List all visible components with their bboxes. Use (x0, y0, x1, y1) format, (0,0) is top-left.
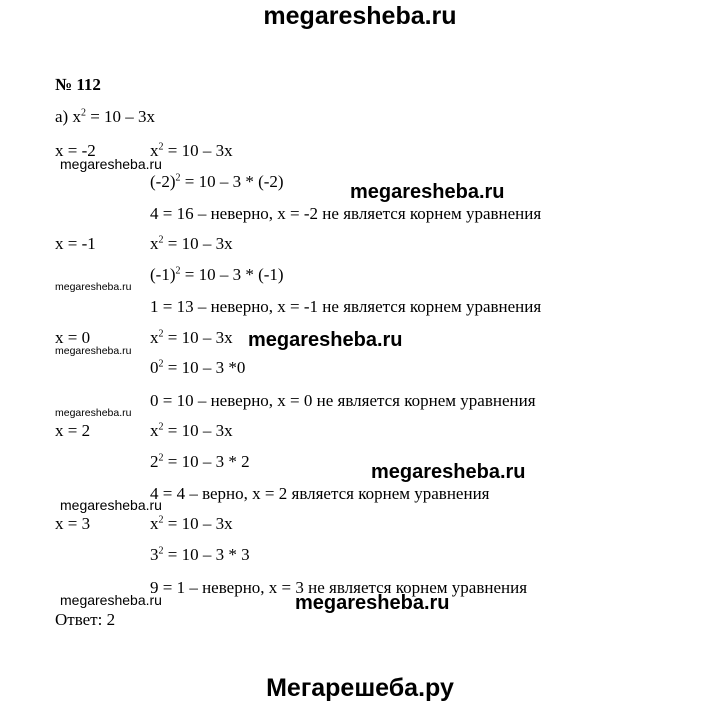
site-footer: Мегарешеба.ру (266, 674, 454, 702)
check-equation: $x^2 = 10 - 3x$ (150, 421, 233, 440)
check-result: 4 = 4 – верно, x = 2 является корнем уравнения (150, 484, 490, 503)
check-substitution: $(-2)^2 = 10 - 3 * (-2)$ (150, 172, 284, 191)
site-header: megaresheba.ru (263, 2, 457, 30)
equation-lhs: $x^2$ (72, 107, 86, 126)
part-label: а) (55, 107, 69, 126)
watermark: megaresheba.ru (371, 461, 526, 483)
watermark: megaresheba.ru (248, 329, 403, 351)
check-substitution: $(-1)^2 = 10 - 3 * (-1)$ (150, 265, 284, 284)
watermark: megaresheba.ru (55, 407, 132, 419)
check-xval: x = -2 (55, 141, 96, 160)
check-result: 1 = 13 – неверно, x = -1 не является корнем уравнения (150, 297, 542, 316)
watermark: megaresheba.ru (295, 592, 450, 614)
check-substitution: $2^2 = 10 - 3 * 2$ (150, 452, 250, 471)
watermark: megaresheba.ru (60, 592, 162, 608)
check-result: 9 = 1 – неверно, x = 3 не является корнем уравнения (150, 578, 528, 597)
task-equation (55, 107, 155, 127)
check-equation: $x^2 = 10 - 3x$ (150, 141, 233, 160)
task-number: № 112 (55, 75, 101, 94)
check-xval: x = 3 (55, 514, 91, 533)
watermark: megaresheba.ru (55, 281, 132, 293)
check-substitution: $3^2 = 10 - 3 * 3$ (150, 545, 250, 564)
answer: Ответ: 2 (55, 610, 116, 629)
check-equation: $x^2 = 10 - 3x$ (150, 328, 233, 347)
watermark: megaresheba.ru (60, 156, 162, 172)
equation-rhs: = 10 – 3x (90, 107, 156, 126)
watermark: megaresheba.ru (350, 181, 505, 203)
check-equation: $x^2 = 10 - 3x$ (150, 234, 233, 253)
watermark: megaresheba.ru (55, 345, 132, 357)
check-result: 4 = 16 – неверно, x = -2 не является корнем уравнения (150, 204, 542, 223)
check-result: 0 = 10 – неверно, x = 0 не является корнем уравнения (150, 391, 536, 410)
check-equation: $x^2 = 10 - 3x$ (150, 514, 233, 533)
watermark: megaresheba.ru (60, 497, 162, 513)
check-xval: x = 0 (55, 328, 91, 347)
check-xval: x = 2 (55, 421, 91, 440)
check-substitution: $0^2 = 10 - 3$ *0 (150, 358, 246, 377)
check-xval: x = -1 (55, 234, 96, 253)
